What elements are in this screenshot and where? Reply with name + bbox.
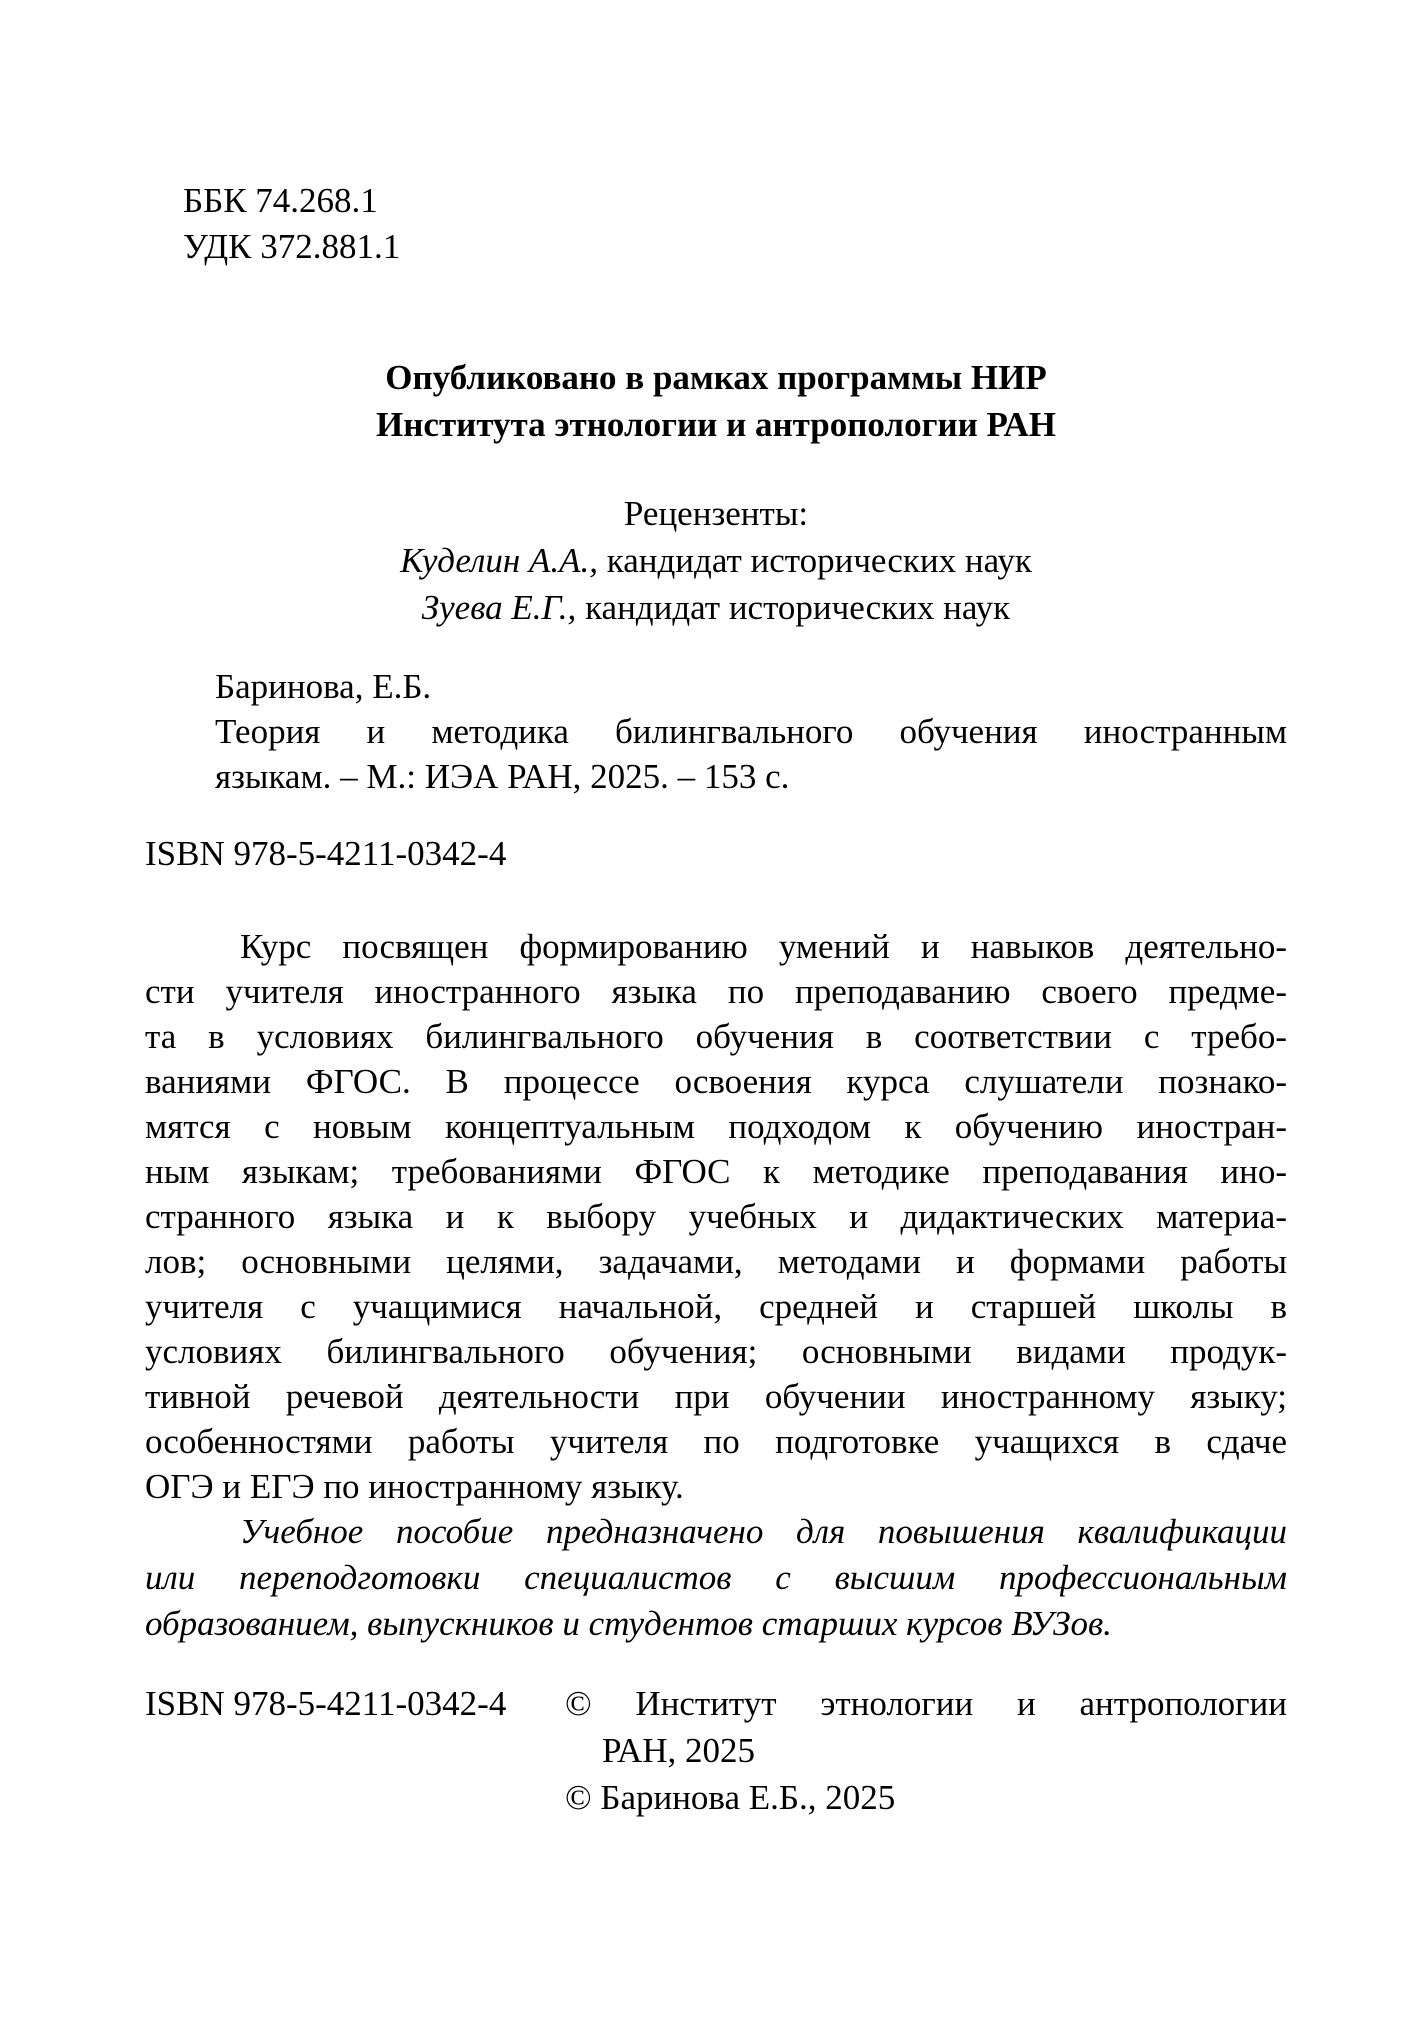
isbn-number: ISBN 978-5-4211-0342-4: [145, 834, 507, 873]
annotation-line: странного языка и к выбору учебных и дидактических материа-: [145, 1197, 1287, 1236]
annotation-line: условиях билингвального обучения; основными видами продук-: [145, 1332, 1287, 1371]
udk-code: УДК 372.881.1: [183, 227, 401, 266]
classification-codes: [183, 178, 400, 270]
annotation-line: та в условиях билингвального обучения в соответствии с требо-: [145, 1017, 1287, 1056]
reviewer-credential: кандидат исторических наук: [597, 541, 1032, 580]
annotation-paragraph: [145, 924, 1287, 1509]
program-note-line: Опубликовано в рамках программы НИР: [385, 358, 1047, 397]
audience-note-line: или переподготовки специалистов с высшим профессиональным: [145, 1558, 1287, 1597]
program-note-line: Института этнологии и антропологии РАН: [376, 405, 1056, 444]
bib-author: Баринова, Е.Б.: [215, 667, 432, 706]
annotation-line: ным языкам; требованиями ФГОС к методике преподавания ино-: [145, 1152, 1287, 1191]
bibliographic-record: [215, 664, 1287, 799]
reviewer-line: [145, 584, 1287, 631]
copyright-line: © Институт этнологии и антропологии: [565, 1684, 1287, 1723]
annotation-line: учителя с учащимися начальной, средней и старшей школы в: [145, 1287, 1287, 1326]
copyright-line: РАН, 2025: [602, 1731, 756, 1770]
annotation-line: ОГЭ и ЕГЭ по иностранному языку.: [145, 1467, 684, 1506]
annotation-line: лов; основными целями, задачами, методами и формами работы: [145, 1242, 1287, 1281]
bbk-code: ББК 74.268.1: [183, 181, 378, 220]
reviewers-heading: Рецензенты:: [623, 494, 809, 533]
audience-note: [145, 1509, 1287, 1647]
annotation-line: тивной речевой деятельности при обучении иностранному языку;: [145, 1377, 1287, 1416]
copyright-block: [565, 1680, 1287, 1821]
footer-isbn: ISBN 978-5-4211-0342-4: [145, 1684, 507, 1723]
reviewer-name: Зуева Е.Г.,: [421, 588, 577, 627]
audience-note-line: Учебное пособие предназначено для повышения квалификации: [240, 1512, 1287, 1551]
audience-note-line: образованием, выпускников и студентов старших курсов ВУЗов.: [145, 1604, 1112, 1643]
program-note: [145, 354, 1287, 448]
reviewer-name: Куделин А.А.,: [400, 541, 598, 580]
annotation-line: ваниями ФГОС. В процессе освоения курса слушатели познако-: [145, 1062, 1287, 1101]
bib-title-line: языкам. – М.: ИЭА РАН, 2025. – 153 с.: [215, 757, 790, 796]
reviewers-section: [145, 490, 1287, 631]
annotation-line: сти учителя иностранного языка по преподаванию своего предме-: [145, 972, 1287, 1011]
copyright-line: © Баринова Е.Б., 2025: [565, 1778, 896, 1817]
annotation-line: Курс посвящен формированию умений и навыков деятельно-: [240, 927, 1287, 966]
reviewer-line: [145, 537, 1287, 584]
annotation-line: особенностями работы учителя по подготовке учащихся в сдаче: [145, 1422, 1287, 1461]
reviewer-credential: кандидат исторических наук: [576, 588, 1011, 627]
bib-title-line: Теория и методика билингвального обучения иностранным: [215, 712, 1287, 751]
annotation-line: мятся с новым концептуальным подходом к обучению иностран-: [145, 1107, 1287, 1146]
